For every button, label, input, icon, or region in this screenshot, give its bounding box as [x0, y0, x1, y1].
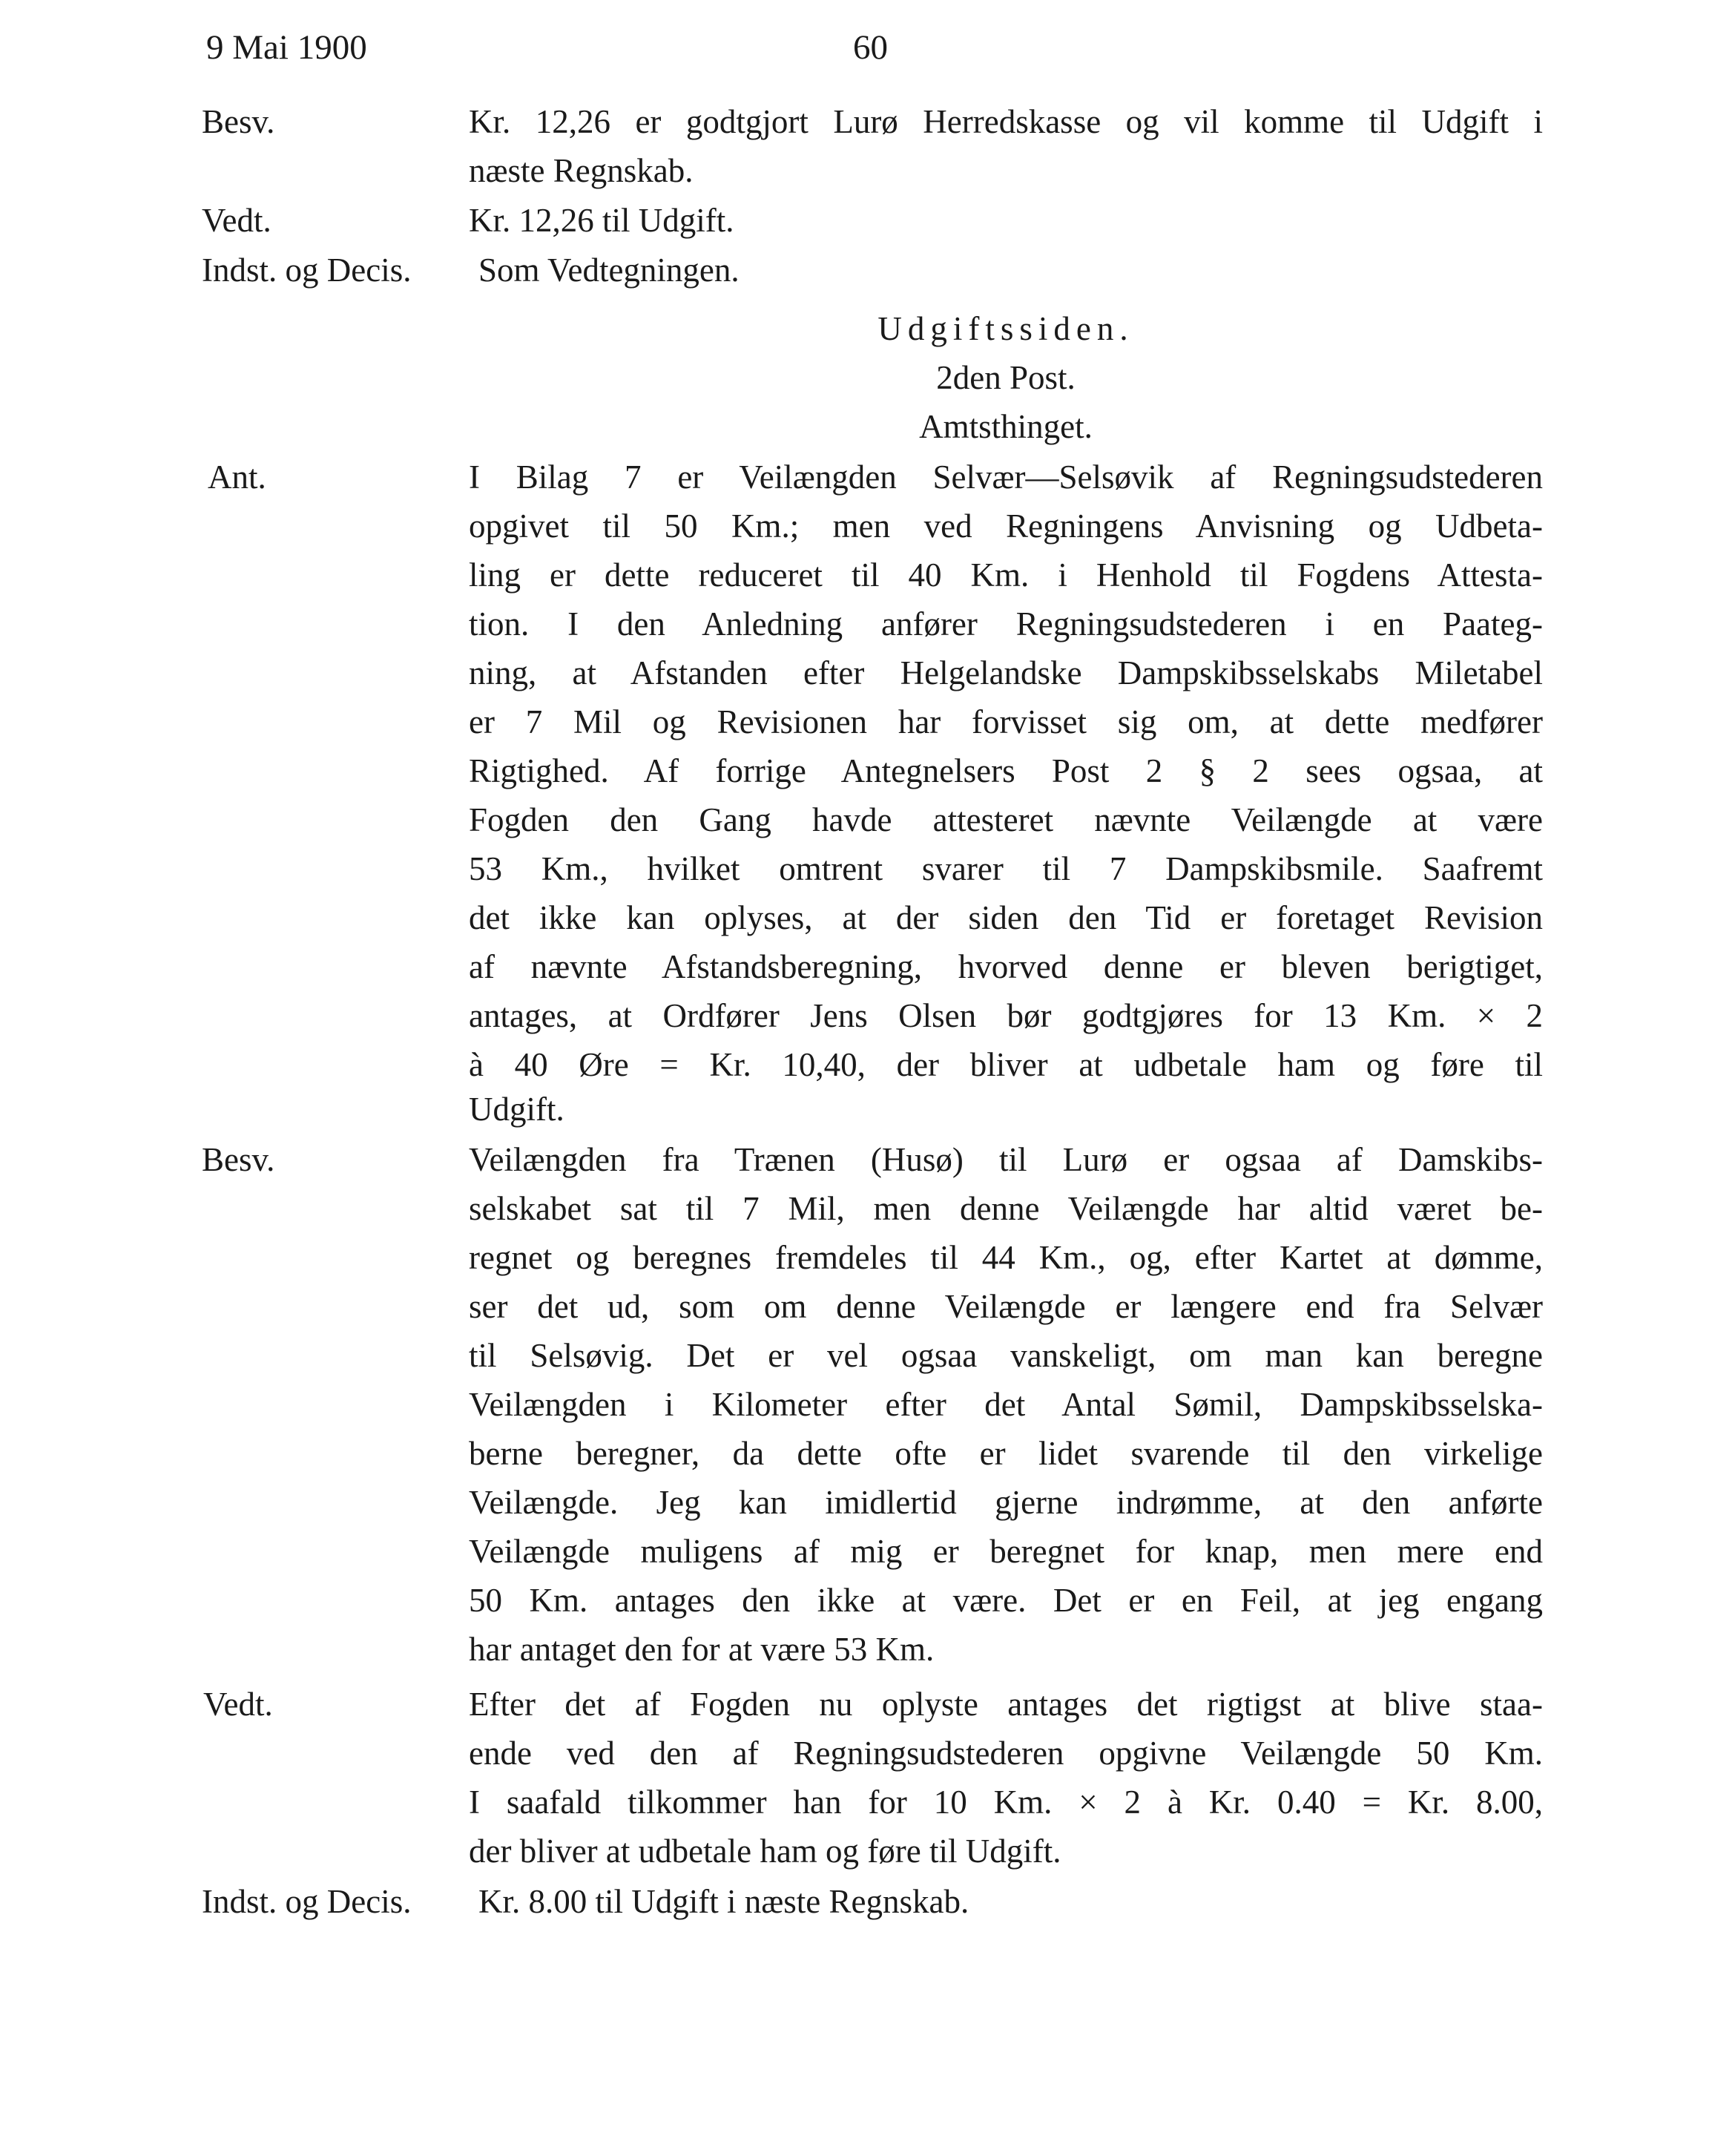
section-heading: Udgiftssiden. [877, 310, 1134, 347]
entry-text [478, 1877, 1552, 1926]
text-line: tion. I den Anledning anfører Regningsudstederen i en Paateg- [469, 605, 1543, 642]
entry-label: Besv. [202, 1141, 275, 1178]
text-line: ling er dette reduceret til 40 Km. i Henhold til Fogdens Attesta- [469, 556, 1543, 594]
entry-label: Besv. [202, 103, 275, 140]
text-line: ende ved den af Regningsudstederen opgivne Veilængde 50 Km. [469, 1735, 1543, 1772]
text-line: 50 Km. antages den ikke at være. Det er en Feil, at jeg engang [469, 1582, 1543, 1619]
text-line: Veilængden fra Trænen (Husø) til Lurø er ogsaa af Damskibs- [469, 1141, 1543, 1178]
text-line: det ikke kan oplyses, at der siden den Tid er foretaget Revision [469, 899, 1543, 936]
section-post: 2den Post. [936, 359, 1076, 396]
entry-label: Vedt. [202, 202, 271, 239]
entry-text [469, 196, 1543, 245]
text-line: ning, at Afstanden efter Helgelandske Dampskibsselskabs Miletabel [469, 654, 1543, 691]
section-subheading: Amtsthinget. [919, 408, 1093, 445]
text-line: af nævnte Afstandsberegning, hvorved denne er bleven berigtiget, [469, 948, 1543, 985]
entry-label: Indst. og Decis. [202, 252, 412, 289]
text-line: til Selsøvig. Det er vel ogsaa vanskeligt, om man kan beregne [469, 1337, 1543, 1374]
text-line: næste Regnskab. [469, 152, 694, 189]
text-line: antages, at Ordfører Jens Olsen bør godtgjøres for 13 Km. × 2 [469, 997, 1543, 1034]
page-number: 60 [853, 28, 888, 67]
text-line: Veilængde muligens af mig er beregnet for knap, men mere end [469, 1533, 1543, 1570]
text-line: Kr. 8.00 til Udgift i næste Regnskab. [478, 1883, 969, 1920]
text-line: selskabet sat til 7 Mil, men denne Veilængde har altid været be- [469, 1190, 1543, 1227]
entry-text [469, 97, 1543, 195]
text-line: Veilængde. Jeg kan imidlertid gjerne indrømme, at den anførte [469, 1484, 1543, 1521]
entry-text [469, 1135, 1543, 1674]
text-line: 53 Km., hvilket omtrent svarer til 7 Dampskibsmile. Saafremt [469, 850, 1543, 887]
header-date: 9 Mai 1900 [206, 28, 367, 67]
text-line: I saafald tilkommer han for 10 Km. × 2 à Kr. 0.40 = Kr. 8.00, [469, 1784, 1543, 1821]
text-line: Efter det af Fogden nu oplyste antages det rigtigst at blive staa- [469, 1686, 1543, 1723]
text-line: berne beregner, da dette ofte er lidet svarende til den virkelige [469, 1435, 1543, 1472]
text-line: Kr. 12,26 er godtgjort Lurø Herredskasse og vil komme til Udgift i [469, 103, 1543, 140]
entry-text [469, 1680, 1543, 1876]
text-line: opgivet til 50 Km.; men ved Regningens Anvisning og Udbeta- [469, 507, 1543, 545]
text-line: Rigtighed. Af forrige Antegnelsers Post 2 § 2 sees ogsaa, at [469, 752, 1543, 789]
entry-text [478, 246, 1552, 295]
text-line: I Bilag 7 er Veilængden Selvær—Selsøvik af Regningsudstederen [469, 459, 1543, 496]
text-line: er 7 Mil og Revisionen har forvisset sig om, at dette medfører [469, 703, 1543, 740]
entry-label: Indst. og Decis. [202, 1883, 412, 1920]
text-line: ser det ud, som om denne Veilængde er længere end fra Selvær [469, 1288, 1543, 1325]
text-line: Udgift. [469, 1091, 564, 1128]
text-line: regnet og beregnes fremdeles til 44 Km., og, efter Kartet at dømme, [469, 1239, 1543, 1276]
text-line: Som Vedtegningen. [478, 252, 740, 289]
text-line: à 40 Øre = Kr. 10,40, der bliver at udbetale ham og føre til [469, 1046, 1543, 1083]
entry-label: Ant. [208, 459, 266, 496]
entry-label: Vedt. [203, 1686, 273, 1723]
text-line: der bliver at udbetale ham og føre til Udgift. [469, 1833, 1061, 1870]
text-line: Veilængden i Kilometer efter det Antal Sømil, Dampskibsselska- [469, 1386, 1543, 1423]
entry-text [469, 453, 1543, 1129]
text-line: har antaget den for at være 53 Km. [469, 1631, 935, 1668]
text-line: Kr. 12,26 til Udgift. [469, 202, 734, 239]
text-line: Fogden den Gang havde attesteret nævnte Veilængde at være [469, 801, 1543, 838]
